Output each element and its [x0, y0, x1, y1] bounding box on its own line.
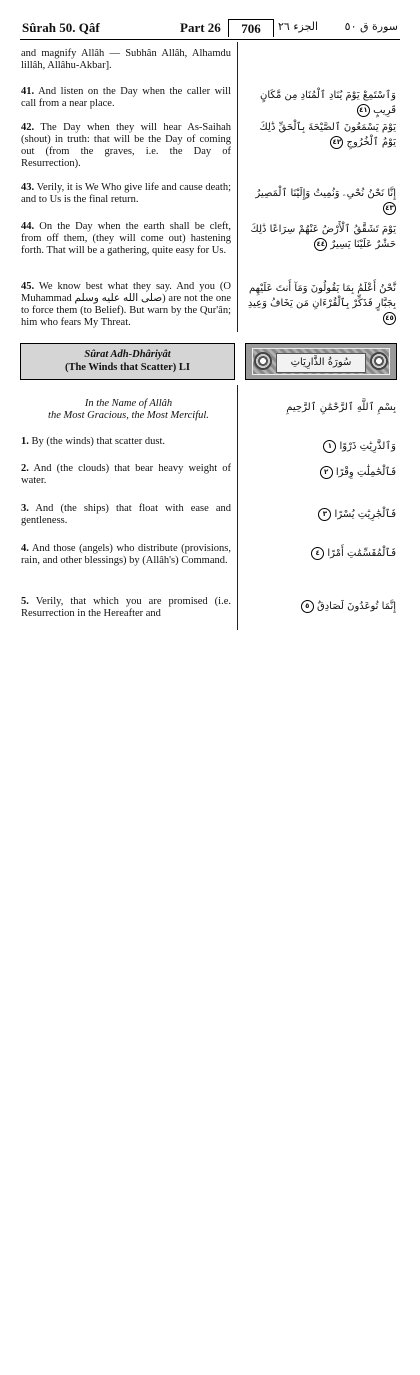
- arabic-text: بِسْمِ ٱللَّهِ ٱلرَّحْمَٰنِ ٱلرَّحِيمِ: [286, 402, 396, 413]
- verse-41: [21, 86, 231, 110]
- verse-end-marker: ٤٣: [383, 202, 396, 215]
- verse-42: [21, 122, 231, 170]
- arabic-verse-2: [246, 465, 396, 480]
- verse-end-marker: ٤٢: [330, 136, 343, 149]
- arabic-verse-1: [246, 439, 396, 454]
- verse-text: Verily, it is We Who give life and cause death; and to Us is the final return.: [21, 182, 232, 205]
- surah-title: Sûrah 50. Qâf: [22, 20, 100, 35]
- verse-text: On the Day when the earth shall be cleft, from off them, (they will come out) hastening forth. That will be a gathering, quite easy for Us.: [21, 221, 232, 256]
- arabic-verse-3: [246, 507, 396, 522]
- arabic-verse-5: [246, 599, 396, 614]
- verse-text: We know best what they say. And you (O Muhammad صلى الله عليه وسلم) are not the one to force them (to Belief). But warn by the Qur'ân; him who fears My Threat.: [21, 281, 231, 328]
- verse-text: Verily, that which you are promised (i.e. Resurrection in the Hereafter and: [21, 596, 231, 619]
- verse-end-marker: ٢: [320, 466, 333, 479]
- verse-text: And (the clouds) that bear heavy weight of water.: [21, 463, 232, 486]
- verse-end-marker: ٣: [318, 508, 331, 521]
- column-divider-top: [237, 42, 238, 332]
- bismillah-line-2: the Most Gracious, the Most Merciful.: [48, 410, 209, 421]
- verse-1: [21, 436, 231, 448]
- verse-end-marker: ٤: [311, 547, 324, 560]
- verse-end-marker: ٤٤: [314, 238, 327, 251]
- arabic-verse-43: [246, 186, 396, 216]
- arabic-text: يَوْمَ يَسْمَعُونَ ٱلصَّيْحَةَ بِٱلْحَقِّ ذَٰلِكَ يَوْمُ ٱلْخُرُوجِ: [259, 122, 396, 148]
- verse-text: and magnify Allâh — Subhân Allâh, Alhamdu lillâh, Allâhu-Akbar].: [21, 48, 231, 71]
- arabic-surah-title: سورة ق ٥٠: [344, 20, 398, 33]
- bismillah-line-1: In the Name of Allâh: [84, 398, 173, 409]
- verse-number: 3.: [21, 503, 29, 514]
- verse-end-marker: ٤١: [357, 104, 370, 117]
- arabic-surah-name: سُورَةُ الذَّارِيَاتِ: [276, 353, 366, 373]
- verse-end-marker: ١: [323, 440, 336, 453]
- rosette-icon: [254, 352, 272, 370]
- part-label: Part 26: [180, 20, 221, 35]
- verse-3: [21, 503, 231, 527]
- verse-5: [21, 596, 231, 620]
- arabic-text: وَٱسْتَمِعْ يَوْمَ يُنَادِ ٱلْمُنَادِ مِن مَّكَانٍ قَرِيبٍ: [260, 90, 396, 116]
- verse-44: [21, 221, 231, 257]
- bismillah-english: [21, 398, 236, 422]
- arabic-text: وَٱلذَّٰرِيَٰتِ ذَرْوًا: [339, 441, 396, 452]
- arabic-verse-44: [246, 222, 396, 252]
- surah-name: Sûrat Adh-Dhâriyât: [84, 349, 171, 360]
- arabic-verse-41: [246, 88, 396, 118]
- verse-45: [21, 281, 231, 329]
- verse-text: The Day when they will hear As-Saihah (shout) in truth: that will be the Day of coming out (from the graves, i.e. the Day of Resurrection).: [21, 122, 231, 169]
- verse-43: [21, 182, 231, 206]
- page-number: 706: [228, 19, 274, 37]
- arabic-text: يَوْمَ تَشَقَّقُ ٱلْأَرْضُ عَنْهُمْ سِرَاعًا ذَٰلِكَ حَشْرٌ عَلَيْنَا يَسِيرٌ: [250, 224, 396, 250]
- arabic-surah-title-panel: [245, 343, 397, 380]
- arabic-text: فَٱلْحَٰمِلَٰتِ وِقْرًا: [335, 467, 396, 478]
- verse-2: [21, 463, 231, 487]
- arabic-verse-4: [246, 546, 396, 561]
- verse-number: 42.: [21, 122, 35, 133]
- verse-continuation: [21, 48, 231, 72]
- verse-number: 45.: [21, 281, 35, 292]
- arabic-text: إِنَّا نَحْنُ نُحْىِۦ وَنُمِيتُ وَإِلَيْنَا ٱلْمَصِيرُ: [255, 188, 396, 199]
- arabic-text: إِنَّمَا تُوعَدُونَ لَصَادِقٌ: [316, 601, 396, 612]
- verse-text: And those (angels) who distribute (provisions, rain, and other blessings) by (Allâh's) Command.: [21, 543, 232, 566]
- rosette-icon: [370, 352, 388, 370]
- verse-number: 4.: [21, 543, 29, 554]
- arabic-part-label: الجزء ٢٦: [278, 20, 319, 33]
- arabic-verse-42: [246, 120, 396, 150]
- verse-number: 1.: [21, 436, 29, 447]
- verse-number: 5.: [21, 596, 29, 607]
- verse-number: 2.: [21, 463, 29, 474]
- page-header: [20, 19, 400, 40]
- verse-text: And listen on the Day when the caller will call from a near place.: [21, 86, 232, 109]
- verse-text: By (the winds) that scatter dust.: [31, 436, 166, 447]
- column-divider-bottom: [237, 385, 238, 630]
- surah-subtitle: (The Winds that Scatter) LI: [64, 362, 191, 373]
- verse-number: 41.: [21, 86, 35, 97]
- arabic-text: فَٱلْجَٰرِيَٰتِ يُسْرًا: [334, 509, 396, 520]
- bismillah-arabic: [246, 400, 396, 415]
- verse-number: 44.: [21, 221, 35, 232]
- verse-text: And (the ships) that float with ease and gentleness.: [21, 503, 232, 526]
- arabic-text: نَّحْنُ أَعْلَمُ بِمَا يَقُولُونَ وَمَآ أَنتَ عَلَيْهِم بِجَبَّارٍ فَذَكِّرْ بِٱلْقُرْءَانِ مَن يَخَافُ وَعِيدِ: [247, 283, 396, 309]
- verse-number: 43.: [21, 182, 35, 193]
- verse-end-marker: ٤٥: [383, 312, 396, 325]
- surah-title-box: [20, 343, 235, 380]
- verse-end-marker: ٥: [301, 600, 314, 613]
- arabic-text: فَٱلْمُقَسِّمَٰتِ أَمْرًا: [327, 548, 396, 559]
- verse-4: [21, 543, 231, 567]
- arabic-verse-45: [246, 281, 396, 326]
